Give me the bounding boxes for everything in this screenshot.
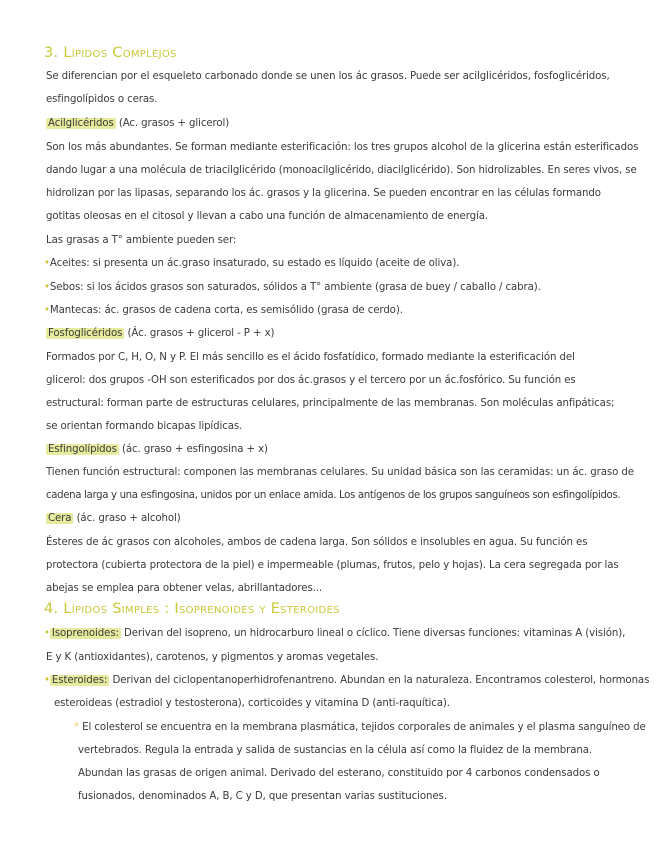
dot-bullet-icon: • xyxy=(44,628,50,639)
term-esteroides: Esteroides: xyxy=(51,675,108,686)
dot-bullet-icon: • xyxy=(44,305,50,316)
paragraph-line: vertebrados. Regula la entrada y salida de sustancias en la célula así como la fluidez de la membrana. xyxy=(78,745,593,756)
paragraph-line: Se diferencian por el esqueleto carbonado donde se unen los ác grasos. Puede ser acilglicéridos, fosfoglicéridos, xyxy=(46,71,610,82)
subheading-line xyxy=(46,117,656,131)
dot-bullet-icon: • xyxy=(44,258,50,269)
paragraph-line: Tienen función estructural: componen las membranas celulares. Su unidad básica son las ceramidas: un ác. graso de xyxy=(46,467,634,478)
term-cera: Cera xyxy=(48,513,72,524)
paragraph-line: gotitas oleosas en el citosol y llevan a cabo una función de almacenamiento de energía. xyxy=(46,211,488,222)
paragraph-line: glicerol: dos grupos -OH son esterificados por dos ác.grasos y el tercero por un ác.fosfórico. Su función es xyxy=(46,375,576,386)
sub-list-item: * El colesterol se encuentra en la membrana plasmática, tejidos corporales de animales y el plasma sanguíneo de xyxy=(74,722,646,733)
list-item: • Isoprenoides: Derivan del isopreno, un hidrocarburo lineal o cíclico. Tiene diversas funciones: vitaminas A (visión), xyxy=(44,628,626,639)
paragraph-line: se orientan formando bicapas lipídicas. xyxy=(46,421,243,432)
paragraph-line: dando lugar a una molécula de triacilglicérido (monoacilglicérido, diacilglicérido). Son hidrolizables. En seres vivos, se xyxy=(46,165,637,176)
term-isoprenoides: Isoprenoides: xyxy=(51,628,119,639)
list-item: • Esteroides: Derivan del ciclopentanoperhidrofenantreno. Abundan en la naturaleza. Encontramos colesterol, hormonas xyxy=(44,675,650,686)
paragraph-line: hidrolizan por las lipasas, separando los ác. grasos y la glicerina. Se pueden encontrar en las células formando xyxy=(46,188,601,199)
list-item: •Sebos: si los ácidos grasos son saturados, sólidos a T° ambiente (grasa de buey / caballo / cabra). xyxy=(44,282,541,293)
formula: (ác. graso + alcohol) xyxy=(76,513,181,524)
paragraph-line: Abundan las grasas de origen animal. Derivado del esterano, constituido por 4 carbonos condensados o xyxy=(78,768,600,779)
subheading-line xyxy=(46,443,656,457)
paragraph-line: protectora (cubierta protectora de la piel) e impermeable (plumas, frutos, pelo y hojas). La cera segregada por las xyxy=(46,560,619,571)
term-fosfogliceridos: Fosfoglicéridos xyxy=(48,328,123,339)
paragraph-line: esfingolípidos o ceras. xyxy=(46,94,158,105)
paragraph-line: fusionados, denominados A, B, C y D, que presentan varias sustituciones. xyxy=(78,791,447,802)
list-item: •Aceites: si presenta un ác.graso insaturado, su estado es líquido (aceite de oliva). xyxy=(44,258,460,269)
subheading-line xyxy=(46,327,656,341)
formula: (ác. graso + esfingosina + x) xyxy=(122,444,268,455)
paragraph-line: E y K (antioxidantes), carotenos, y pigmentos y aromas vegetales. xyxy=(46,652,379,663)
term-esfingolipidos: Esfingolípidos xyxy=(48,444,117,455)
paragraph-line: Formados por C, H, O, N y P. El más sencillo es el ácido fosfatídico, formado mediante la esterificación del xyxy=(46,352,575,363)
dot-bullet-icon: • xyxy=(44,282,50,293)
subheading-line xyxy=(46,512,656,526)
paragraph-line: estructural: forman parte de estructuras celulares, principalmente de las membranas. Son moléculas anfipáticas; xyxy=(46,398,615,409)
section-heading: 4. Lípidos Simples : Isoprenoides y Esteroides xyxy=(44,601,340,617)
list-item: •Mantecas: ác. grasos de cadena corta, es semisólido (grasa de cerdo). xyxy=(44,305,403,316)
dot-bullet-icon: • xyxy=(44,675,50,686)
formula: (Ác. grasos + glicerol - P + x) xyxy=(127,328,275,339)
paragraph-line: Ésteres de ác grasos con alcoholes, ambos de cadena larga. Son sólidos e insolubles en agua. Su función es xyxy=(46,537,588,548)
formula: (Ac. grasos + glicerol) xyxy=(118,118,230,129)
paragraph-line: Son los más abundantes. Se forman mediante esterificación: los tres grupos alcohol de la glicerina están esterificados xyxy=(46,142,639,153)
paragraph-line: Las grasas a T° ambiente pueden ser: xyxy=(46,235,237,246)
paragraph-line: esteroideas (estradiol y testosterona), corticoides y vitamina D (anti-raquítica). xyxy=(54,698,450,709)
star-bullet-icon: * xyxy=(74,722,79,733)
paragraph-line: cadena larga y una esfingosina, unidos por un enlace amida. Los antígenos de los grupos sanguíneos son esfingolípidos. xyxy=(46,490,621,501)
section-heading: 3. Lípidos Complejos xyxy=(44,45,177,61)
paragraph-line: abejas se emplea para obtener velas, abrillantadores... xyxy=(46,583,323,594)
term-acilgliceridos: Acilglicéridos xyxy=(48,118,114,129)
